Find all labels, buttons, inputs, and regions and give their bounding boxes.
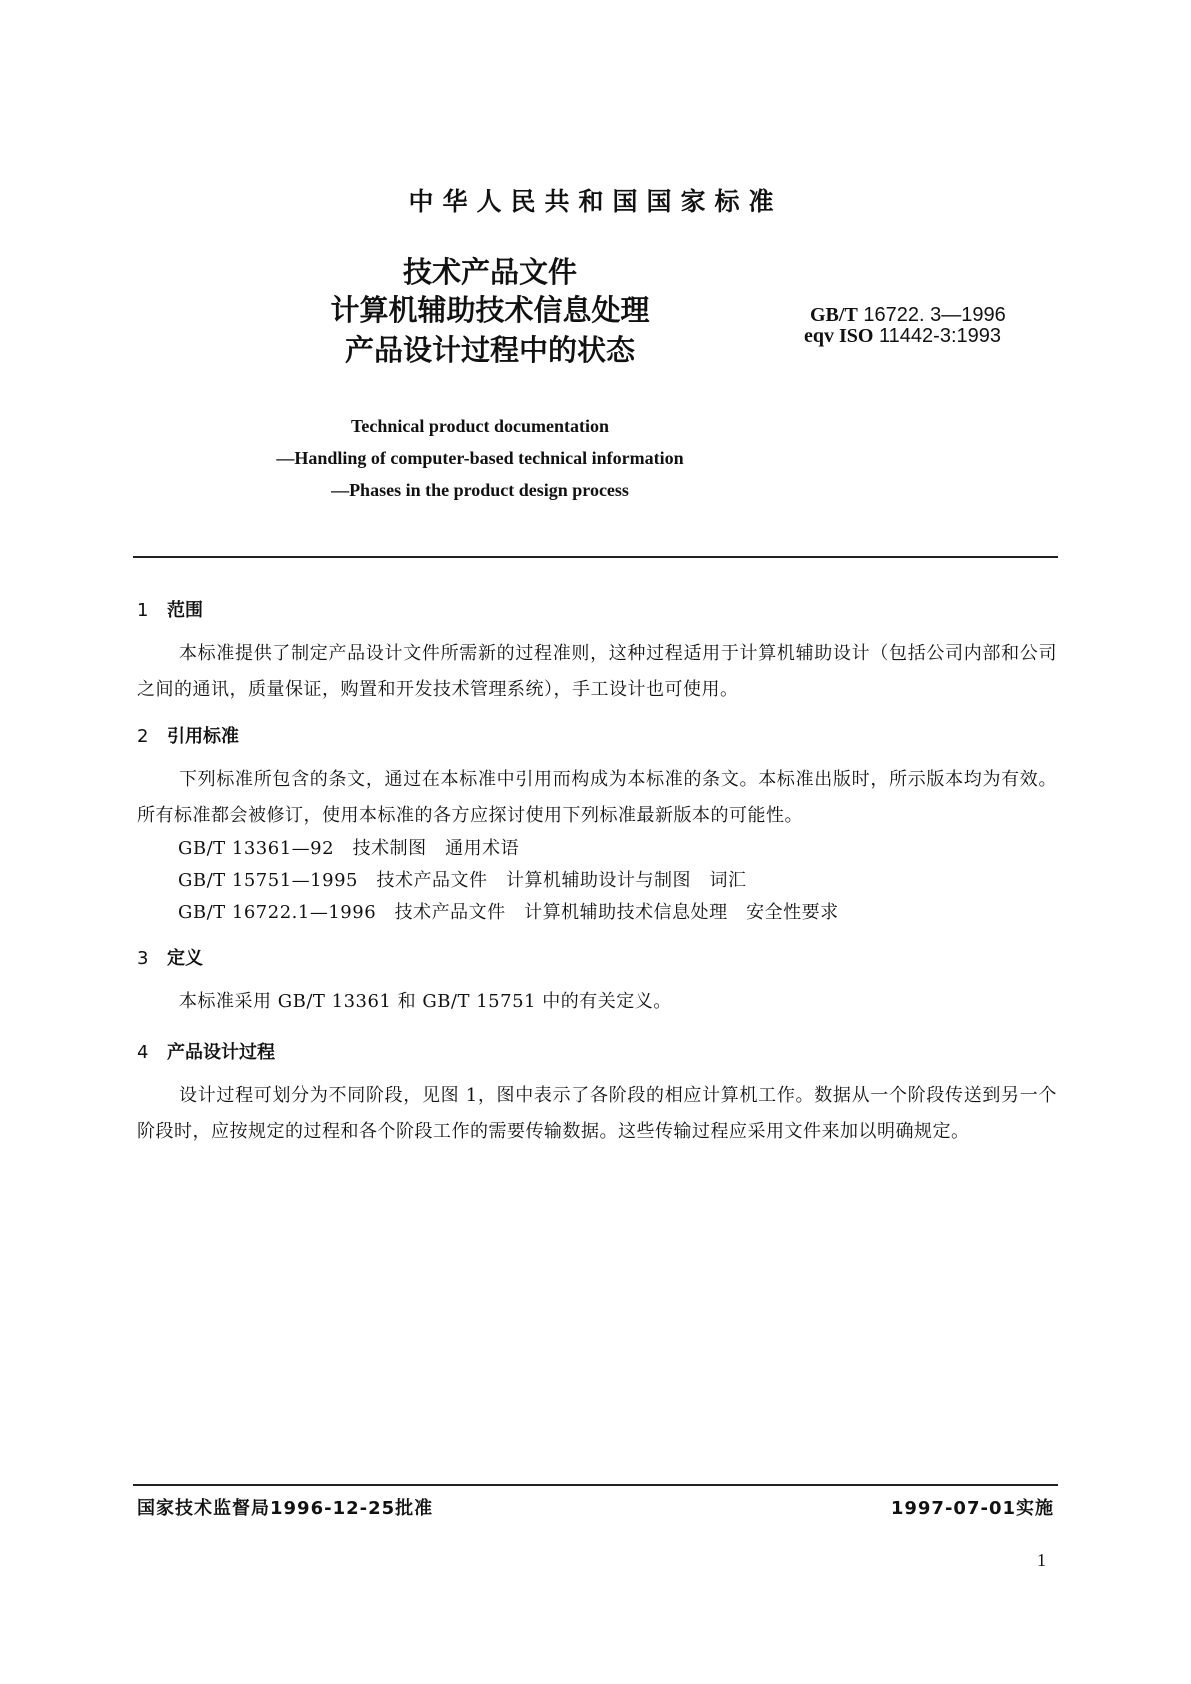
national-standard-header: 中华人民共和国国家标准 — [408, 187, 783, 216]
title-cn-line-1: 技术产品文件 — [402, 255, 577, 289]
page-number: 1 — [1037, 1550, 1046, 1570]
section-number: 2 — [137, 726, 149, 747]
title-divider — [133, 556, 1058, 558]
section-2-heading — [137, 722, 239, 748]
section-number: 4 — [137, 1042, 149, 1063]
eqv-standard-number — [804, 325, 1001, 348]
footer-divider — [133, 1484, 1058, 1486]
section-title: 引用标准 — [167, 726, 239, 747]
title-en-line-3: —Phases in the product design process — [331, 480, 629, 500]
gb-prefix: GB/T — [810, 304, 858, 326]
section-title: 产品设计过程 — [167, 1042, 275, 1063]
section-3-paragraph: 本标准采用 GB/T 13361 和 GB/T 15751 中的有关定义。 — [179, 991, 672, 1012]
implementation-date: 1997-07-01实施 — [890, 1498, 1054, 1519]
title-en-line-2: —Handling of computer-based technical information — [276, 448, 684, 468]
section-2-paragraph: 下列标准所包含的条文，通过在本标准中引用而构成为本标准的条文。本标准出版时，所示版本均为有效。所有标准都会被修订，使用本标准的各方应探讨使用下列标准最新版本的可能性。 — [137, 769, 1057, 826]
title-cn-line-2: 计算机辅助技术信息处理 — [330, 293, 650, 327]
section-1-heading — [137, 596, 203, 622]
section-title: 定义 — [167, 948, 203, 969]
approval-date: 国家技术监督局1996-12-25批准 — [137, 1498, 434, 1519]
gb-code: 16722. 3—1996 — [863, 304, 1006, 326]
section-1-paragraph: 本标准提供了制定产品设计文件所需新的过程准则，这种过程适用于计算机辅助设计（包括公司内部和公司之间的通讯，质量保证，购置和开发技术管理系统），手工设计也可使用。 — [137, 643, 1057, 700]
title-cn-line-3: 产品设计过程中的状态 — [344, 333, 635, 367]
reference-item: GB/T 13361—92 技术制图 通用术语 — [178, 838, 520, 859]
section-title: 范围 — [167, 600, 203, 621]
reference-item: GB/T 16722.1—1996 技术产品文件 计算机辅助技术信息处理 安全性要求 — [178, 902, 839, 923]
title-en-line-1: Technical product documentation — [350, 416, 610, 436]
section-3-heading — [137, 944, 203, 970]
gb-standard-number — [810, 304, 1006, 327]
section-number: 1 — [137, 600, 149, 621]
reference-item: GB/T 15751—1995 技术产品文件 计算机辅助设计与制图 词汇 — [178, 870, 747, 891]
section-4-paragraph: 设计过程可划分为不同阶段，见图 1，图中表示了各阶段的相应计算机工作。数据从一个阶段传送到另一个阶段时，应按规定的过程和各个阶段工作的需要传输数据。这些传输过程应采用文件来加以明确规定。 — [137, 1085, 1057, 1142]
section-4-heading — [137, 1038, 275, 1064]
eqv-code: 11442-3:1993 — [879, 325, 1001, 347]
eqv-prefix: eqv ISO — [804, 325, 874, 347]
section-number: 3 — [137, 948, 149, 969]
